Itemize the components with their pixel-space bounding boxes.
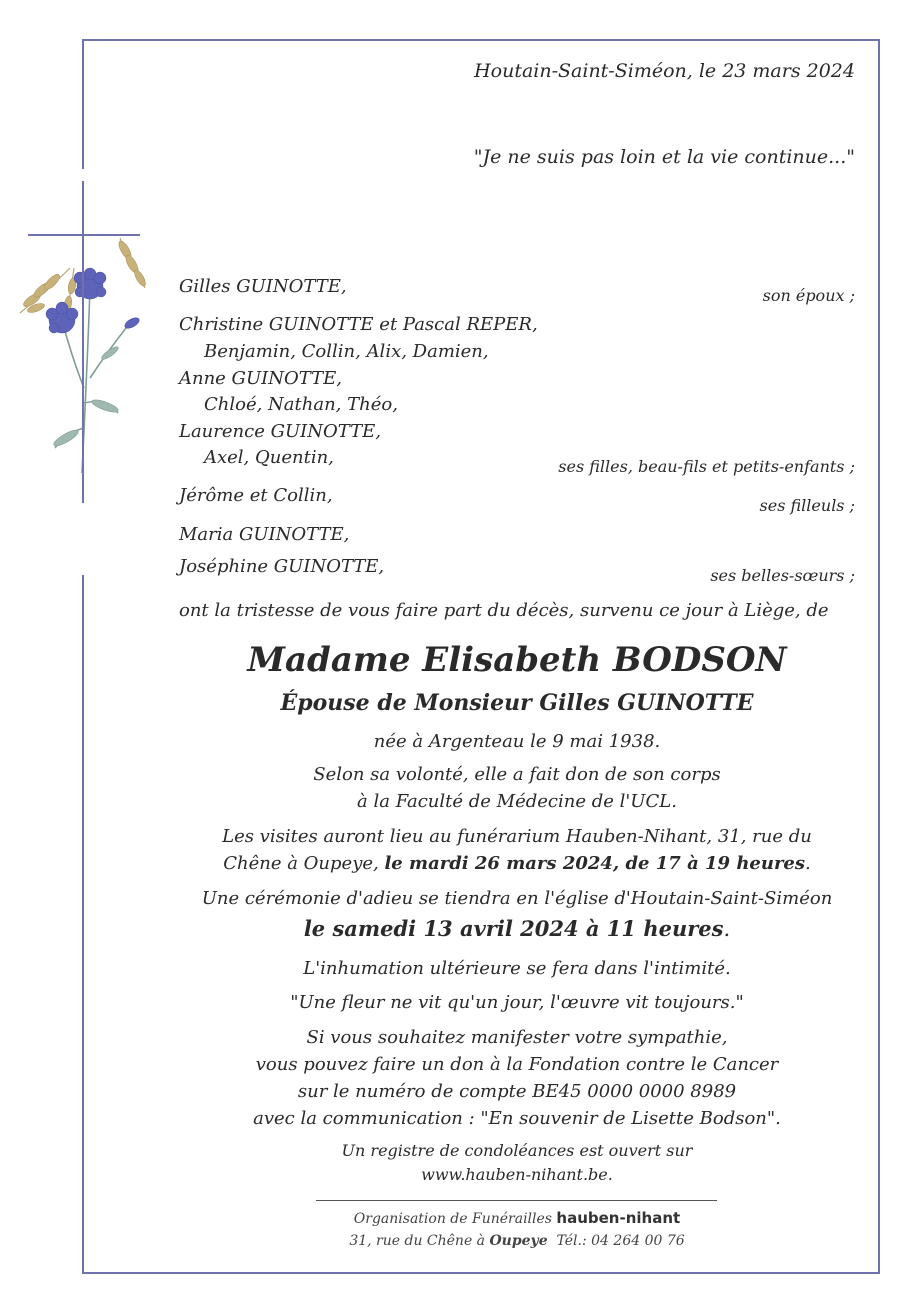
deceased-spouse-line: Épouse de Monsieur Gilles GUINOTTE: [280, 690, 754, 716]
sympathy-line: sur le numéro de compte BE45 0000 0000 8989: [297, 1081, 737, 1102]
spouse-name: Gilles GUINOTTE,: [179, 276, 347, 297]
visits-line: Les visites auront lieu au funérarium Hauben-Nihant, 31, rue du: [222, 826, 812, 847]
announcement-line: ont la tristesse de vous faire part du décès, survenu ce jour à Liège, de: [179, 600, 829, 621]
frame-left-border-lower: [82, 575, 84, 1274]
footer-address: 31, rue du Chêne à Oupeye Tél.: 04 264 00 76: [349, 1233, 685, 1249]
deceased-name: Madame Elisabeth BODSON: [247, 640, 787, 680]
ceremony-line: Une cérémonie d'adieu se tiendra en l'église d'Houtain-Saint-Siméon: [201, 888, 833, 909]
register-link[interactable]: www.hauben-nihant.be.: [421, 1165, 613, 1184]
family-line: Chloé, Nathan, Théo,: [204, 394, 398, 415]
visits-datetime: le mardi 26 mars 2024, de 17 à 19 heures: [384, 853, 806, 874]
family-line: Anne GUINOTTE,: [179, 368, 342, 389]
cross-vertical: [82, 181, 84, 503]
spouse-relation: son époux ;: [762, 286, 855, 305]
ceremony-datetime-line: le samedi 13 avril 2024 à 11 heures.: [303, 916, 731, 941]
opening-quote: "Je ne suis pas loin et la vie continue...": [473, 146, 855, 168]
family-line: Maria GUINOTTE,: [179, 524, 350, 545]
frame-left-border-upper: [82, 39, 84, 169]
family-line: Joséphine GUINOTTE,: [179, 556, 385, 577]
burial-line: L'inhumation ultérieure se fera dans l'intimité.: [303, 958, 731, 979]
ceremony-datetime: le samedi 13 avril 2024 à 11 heures: [303, 916, 724, 941]
donation-line: Selon sa volonté, elle a fait don de son corps: [313, 764, 721, 785]
godsons-relation: ses filleuls ;: [759, 496, 855, 515]
register-line: Un registre de condoléances est ouvert sur: [341, 1141, 693, 1160]
family-line: Laurence GUINOTTE,: [179, 421, 381, 442]
brand-logo: hauben-nihant: [556, 1209, 681, 1227]
birth-line: née à Argenteau le 9 mai 1938.: [373, 731, 661, 752]
family-line: Axel, Quentin,: [204, 447, 334, 468]
sympathy-line: vous pouvez faire un don à la Fondation contre le Cancer: [255, 1054, 779, 1075]
daughters-relation: ses filles, beau-fils et petits-enfants ;: [558, 457, 855, 476]
family-line: Benjamin, Collin, Alix, Damien,: [204, 341, 489, 362]
footer-separator: [316, 1200, 717, 1201]
family-line: Christine GUINOTTE et Pascal REPER,: [179, 314, 538, 335]
sympathy-line: Si vous souhaitez manifester votre sympathie,: [306, 1027, 728, 1048]
place-date: Houtain-Saint-Siméon, le 23 mars 2024: [474, 60, 855, 82]
footer-org: Organisation de Funérailles hauben-nihant: [353, 1209, 681, 1227]
sympathy-line: avec la communication : "En souvenir de Lisette Bodson".: [253, 1108, 781, 1129]
donation-line: à la Faculté de Médecine de l'UCL.: [357, 791, 677, 812]
closing-quote: "Une fleur ne vit qu'un jour, l'œuvre vit toujours.": [290, 992, 744, 1013]
cross-horizontal: [28, 234, 140, 236]
godsons-names: Jérôme et Collin,: [179, 485, 333, 506]
frame-bottom-border: [82, 1272, 880, 1274]
visits-line: Chêne à Oupeye, le mardi 26 mars 2024, de 17 à 19 heures.: [223, 853, 811, 874]
frame-top-border: [82, 39, 880, 41]
cornflower-illustration: [10, 228, 160, 478]
sisters-relation: ses belles-sœurs ;: [710, 566, 855, 585]
